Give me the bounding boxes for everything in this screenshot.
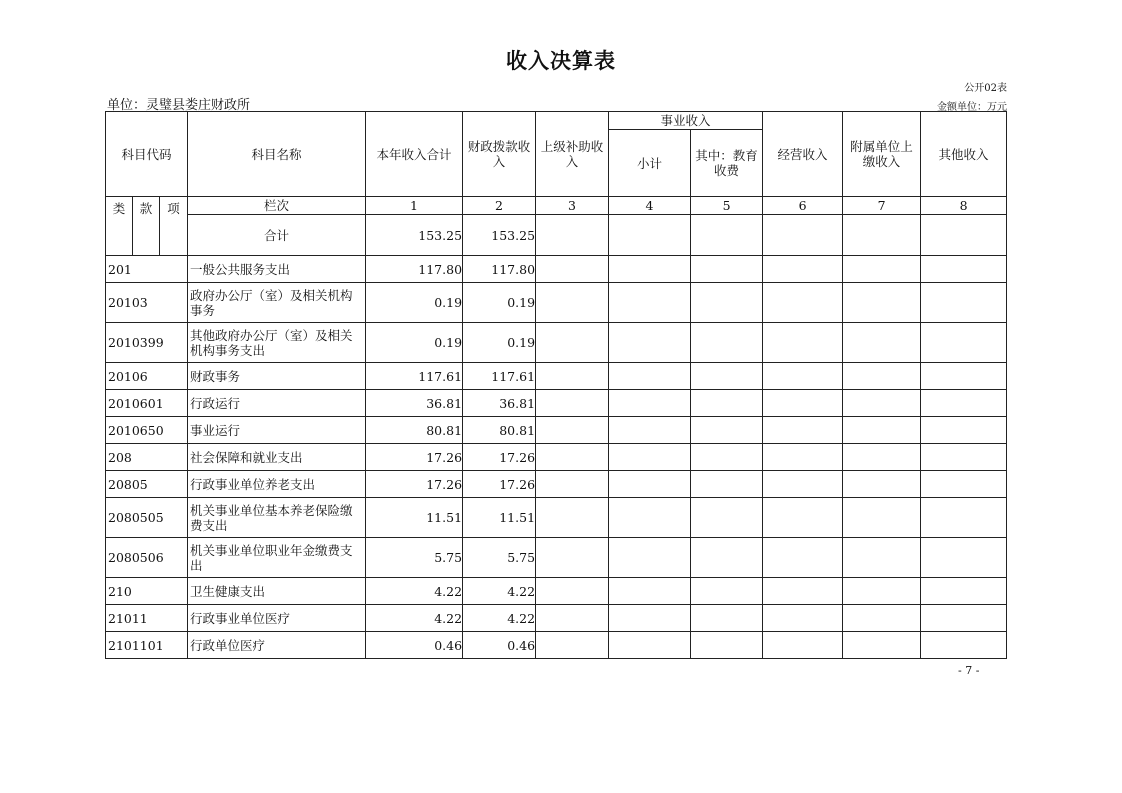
subject-code-cell: 210 [106, 578, 188, 605]
empty-cell [843, 538, 921, 578]
header-other-income: 其他收入 [921, 112, 1007, 197]
header-superior-subsidy: 上级补助收入 [536, 112, 609, 197]
empty-cell [609, 538, 691, 578]
empty-cell [843, 390, 921, 417]
empty-cell [921, 323, 1007, 363]
header-business-income: 事业收入 [609, 112, 763, 130]
table-row [106, 417, 1007, 444]
subject-name-cell: 机关事业单位基本养老保险缴费支出 [188, 498, 366, 538]
total-income-cell: 36.81 [366, 390, 463, 417]
empty-cell [763, 498, 843, 538]
subject-name-cell: 行政事业单位医疗 [188, 605, 366, 632]
table-row [106, 283, 1007, 323]
table-row [106, 578, 1007, 605]
amount-unit-label: 金额单位：万元 [937, 102, 1007, 113]
empty-cell [763, 256, 843, 283]
column-index-label: 栏次 [188, 197, 366, 215]
empty-cell [691, 215, 763, 256]
subject-code-cell: 2010650 [106, 417, 188, 444]
empty-cell [691, 471, 763, 498]
column-number: 3 [536, 197, 609, 215]
empty-cell [921, 444, 1007, 471]
empty-cell [536, 363, 609, 390]
empty-cell [763, 215, 843, 256]
empty-cell [691, 417, 763, 444]
empty-cell [536, 256, 609, 283]
table-row [106, 363, 1007, 390]
subject-name-cell: 卫生健康支出 [188, 578, 366, 605]
empty-cell [763, 390, 843, 417]
page-number: - 7 - [958, 664, 980, 677]
empty-cell [921, 417, 1007, 444]
empty-cell [536, 417, 609, 444]
total-row [106, 215, 1007, 256]
total-label: 合计 [188, 215, 366, 256]
empty-cell [691, 605, 763, 632]
empty-cell [691, 256, 763, 283]
header-class: 类 [106, 197, 133, 256]
column-number: 4 [609, 197, 691, 215]
fiscal-income-cell: 17.26 [463, 444, 536, 471]
empty-cell [921, 605, 1007, 632]
empty-cell [763, 417, 843, 444]
fiscal-income-cell: 17.26 [463, 471, 536, 498]
total-income-cell: 17.26 [366, 444, 463, 471]
subject-code-cell: 208 [106, 444, 188, 471]
empty-cell [609, 417, 691, 444]
table-row [106, 538, 1007, 578]
empty-cell [536, 605, 609, 632]
header-row-1 [106, 112, 1007, 130]
subject-name-cell: 事业运行 [188, 417, 366, 444]
fiscal-income-cell: 0.46 [463, 632, 536, 659]
empty-cell [843, 632, 921, 659]
column-index-row [106, 197, 1007, 215]
empty-cell [609, 215, 691, 256]
empty-cell [609, 578, 691, 605]
form-number: 公开02表 [964, 83, 1007, 94]
table-row [106, 323, 1007, 363]
empty-cell [691, 283, 763, 323]
table-row [106, 498, 1007, 538]
total-income-cell: 0.19 [366, 283, 463, 323]
header-operating-income: 经营收入 [763, 112, 843, 197]
empty-cell [763, 283, 843, 323]
subject-code-cell: 2101101 [106, 632, 188, 659]
header-of-which-education: 其中：教育收费 [691, 130, 763, 197]
empty-cell [609, 632, 691, 659]
empty-cell [536, 283, 609, 323]
fiscal-income-cell: 117.80 [463, 256, 536, 283]
empty-cell [609, 605, 691, 632]
empty-cell [609, 363, 691, 390]
empty-cell [921, 256, 1007, 283]
subject-code-cell: 20805 [106, 471, 188, 498]
subject-name-cell: 一般公共服务支出 [188, 256, 366, 283]
empty-cell [843, 256, 921, 283]
header-subject-name: 科目名称 [188, 112, 366, 197]
empty-cell [763, 471, 843, 498]
empty-cell [691, 632, 763, 659]
page-title: 收入决算表 [506, 49, 616, 73]
column-number: 7 [843, 197, 921, 215]
column-number: 1 [366, 197, 463, 215]
empty-cell [763, 578, 843, 605]
column-number: 5 [691, 197, 763, 215]
table-row [106, 471, 1007, 498]
total-income-cell: 4.22 [366, 605, 463, 632]
total-income-cell: 117.61 [366, 363, 463, 390]
empty-cell [843, 444, 921, 471]
empty-cell [691, 538, 763, 578]
subject-name-cell: 社会保障和就业支出 [188, 444, 366, 471]
empty-cell [536, 390, 609, 417]
fiscal-income-cell: 36.81 [463, 390, 536, 417]
empty-cell [921, 632, 1007, 659]
subject-name-cell: 财政事务 [188, 363, 366, 390]
empty-cell [536, 632, 609, 659]
total-income-cell: 0.46 [366, 632, 463, 659]
fiscal-income-cell: 5.75 [463, 538, 536, 578]
empty-cell [609, 390, 691, 417]
subject-code-cell: 2010601 [106, 390, 188, 417]
subject-code-cell: 2080506 [106, 538, 188, 578]
subject-code-cell: 20103 [106, 283, 188, 323]
fiscal-income-cell: 117.61 [463, 363, 536, 390]
empty-cell [843, 283, 921, 323]
header-section: 款 [133, 197, 160, 256]
empty-cell [843, 498, 921, 538]
total-income-cell: 11.51 [366, 498, 463, 538]
empty-cell [536, 538, 609, 578]
column-number: 6 [763, 197, 843, 215]
empty-cell [609, 323, 691, 363]
empty-cell [691, 578, 763, 605]
empty-cell [921, 363, 1007, 390]
total-income-cell: 0.19 [366, 323, 463, 363]
fiscal-income-cell: 4.22 [463, 578, 536, 605]
empty-cell [609, 444, 691, 471]
empty-cell [609, 283, 691, 323]
empty-cell [763, 632, 843, 659]
empty-cell [843, 605, 921, 632]
total-income-cell: 4.22 [366, 578, 463, 605]
subject-name-cell: 政府办公厅（室）及相关机构事务 [188, 283, 366, 323]
total-income-value: 153.25 [366, 215, 463, 256]
empty-cell [691, 323, 763, 363]
empty-cell [921, 283, 1007, 323]
table-row [106, 632, 1007, 659]
empty-cell [763, 538, 843, 578]
empty-cell [536, 498, 609, 538]
fiscal-income-cell: 80.81 [463, 417, 536, 444]
empty-cell [921, 390, 1007, 417]
empty-cell [843, 363, 921, 390]
empty-cell [691, 498, 763, 538]
empty-cell [843, 578, 921, 605]
total-income-cell: 5.75 [366, 538, 463, 578]
header-subtotal: 小计 [609, 130, 691, 197]
total-income-cell: 17.26 [366, 471, 463, 498]
empty-cell [763, 605, 843, 632]
empty-cell [763, 323, 843, 363]
empty-cell [536, 215, 609, 256]
subject-name-cell: 其他政府办公厅（室）及相关机构事务支出 [188, 323, 366, 363]
empty-cell [609, 256, 691, 283]
unit-label: 单位：灵璧县娄庄财政所 [107, 98, 251, 113]
total-income-cell: 117.80 [366, 256, 463, 283]
header-item: 项 [160, 197, 188, 256]
subject-code-cell: 20106 [106, 363, 188, 390]
empty-cell [921, 578, 1007, 605]
header-fiscal-income: 财政拨款收入 [463, 112, 536, 197]
fiscal-income-cell: 0.19 [463, 323, 536, 363]
fiscal-income-cell: 0.19 [463, 283, 536, 323]
empty-cell [921, 498, 1007, 538]
subject-name-cell: 行政事业单位养老支出 [188, 471, 366, 498]
column-number: 8 [921, 197, 1007, 215]
subject-code-cell: 2010399 [106, 323, 188, 363]
empty-cell [843, 323, 921, 363]
empty-cell [843, 417, 921, 444]
header-total-income: 本年收入合计 [366, 112, 463, 197]
empty-cell [691, 363, 763, 390]
table-row [106, 390, 1007, 417]
subject-name-cell: 机关事业单位职业年金缴费支出 [188, 538, 366, 578]
table-row [106, 605, 1007, 632]
total-fiscal-value: 153.25 [463, 215, 536, 256]
empty-cell [921, 471, 1007, 498]
header-affiliated-income: 附属单位上缴收入 [843, 112, 921, 197]
empty-cell [921, 215, 1007, 256]
subject-code-cell: 21011 [106, 605, 188, 632]
empty-cell [691, 444, 763, 471]
total-income-cell: 80.81 [366, 417, 463, 444]
empty-cell [763, 363, 843, 390]
empty-cell [536, 471, 609, 498]
subject-name-cell: 行政单位医疗 [188, 632, 366, 659]
empty-cell [921, 538, 1007, 578]
fiscal-income-cell: 11.51 [463, 498, 536, 538]
header-subject-code: 科目代码 [106, 112, 188, 197]
empty-cell [691, 390, 763, 417]
empty-cell [536, 444, 609, 471]
fiscal-income-cell: 4.22 [463, 605, 536, 632]
empty-cell [763, 444, 843, 471]
column-number: 2 [463, 197, 536, 215]
empty-cell [609, 471, 691, 498]
income-table [105, 111, 1007, 659]
table-row [106, 256, 1007, 283]
empty-cell [536, 323, 609, 363]
empty-cell [536, 578, 609, 605]
empty-cell [609, 498, 691, 538]
empty-cell [843, 215, 921, 256]
empty-cell [843, 471, 921, 498]
subject-code-cell: 2080505 [106, 498, 188, 538]
table-row [106, 444, 1007, 471]
subject-name-cell: 行政运行 [188, 390, 366, 417]
subject-code-cell: 201 [106, 256, 188, 283]
